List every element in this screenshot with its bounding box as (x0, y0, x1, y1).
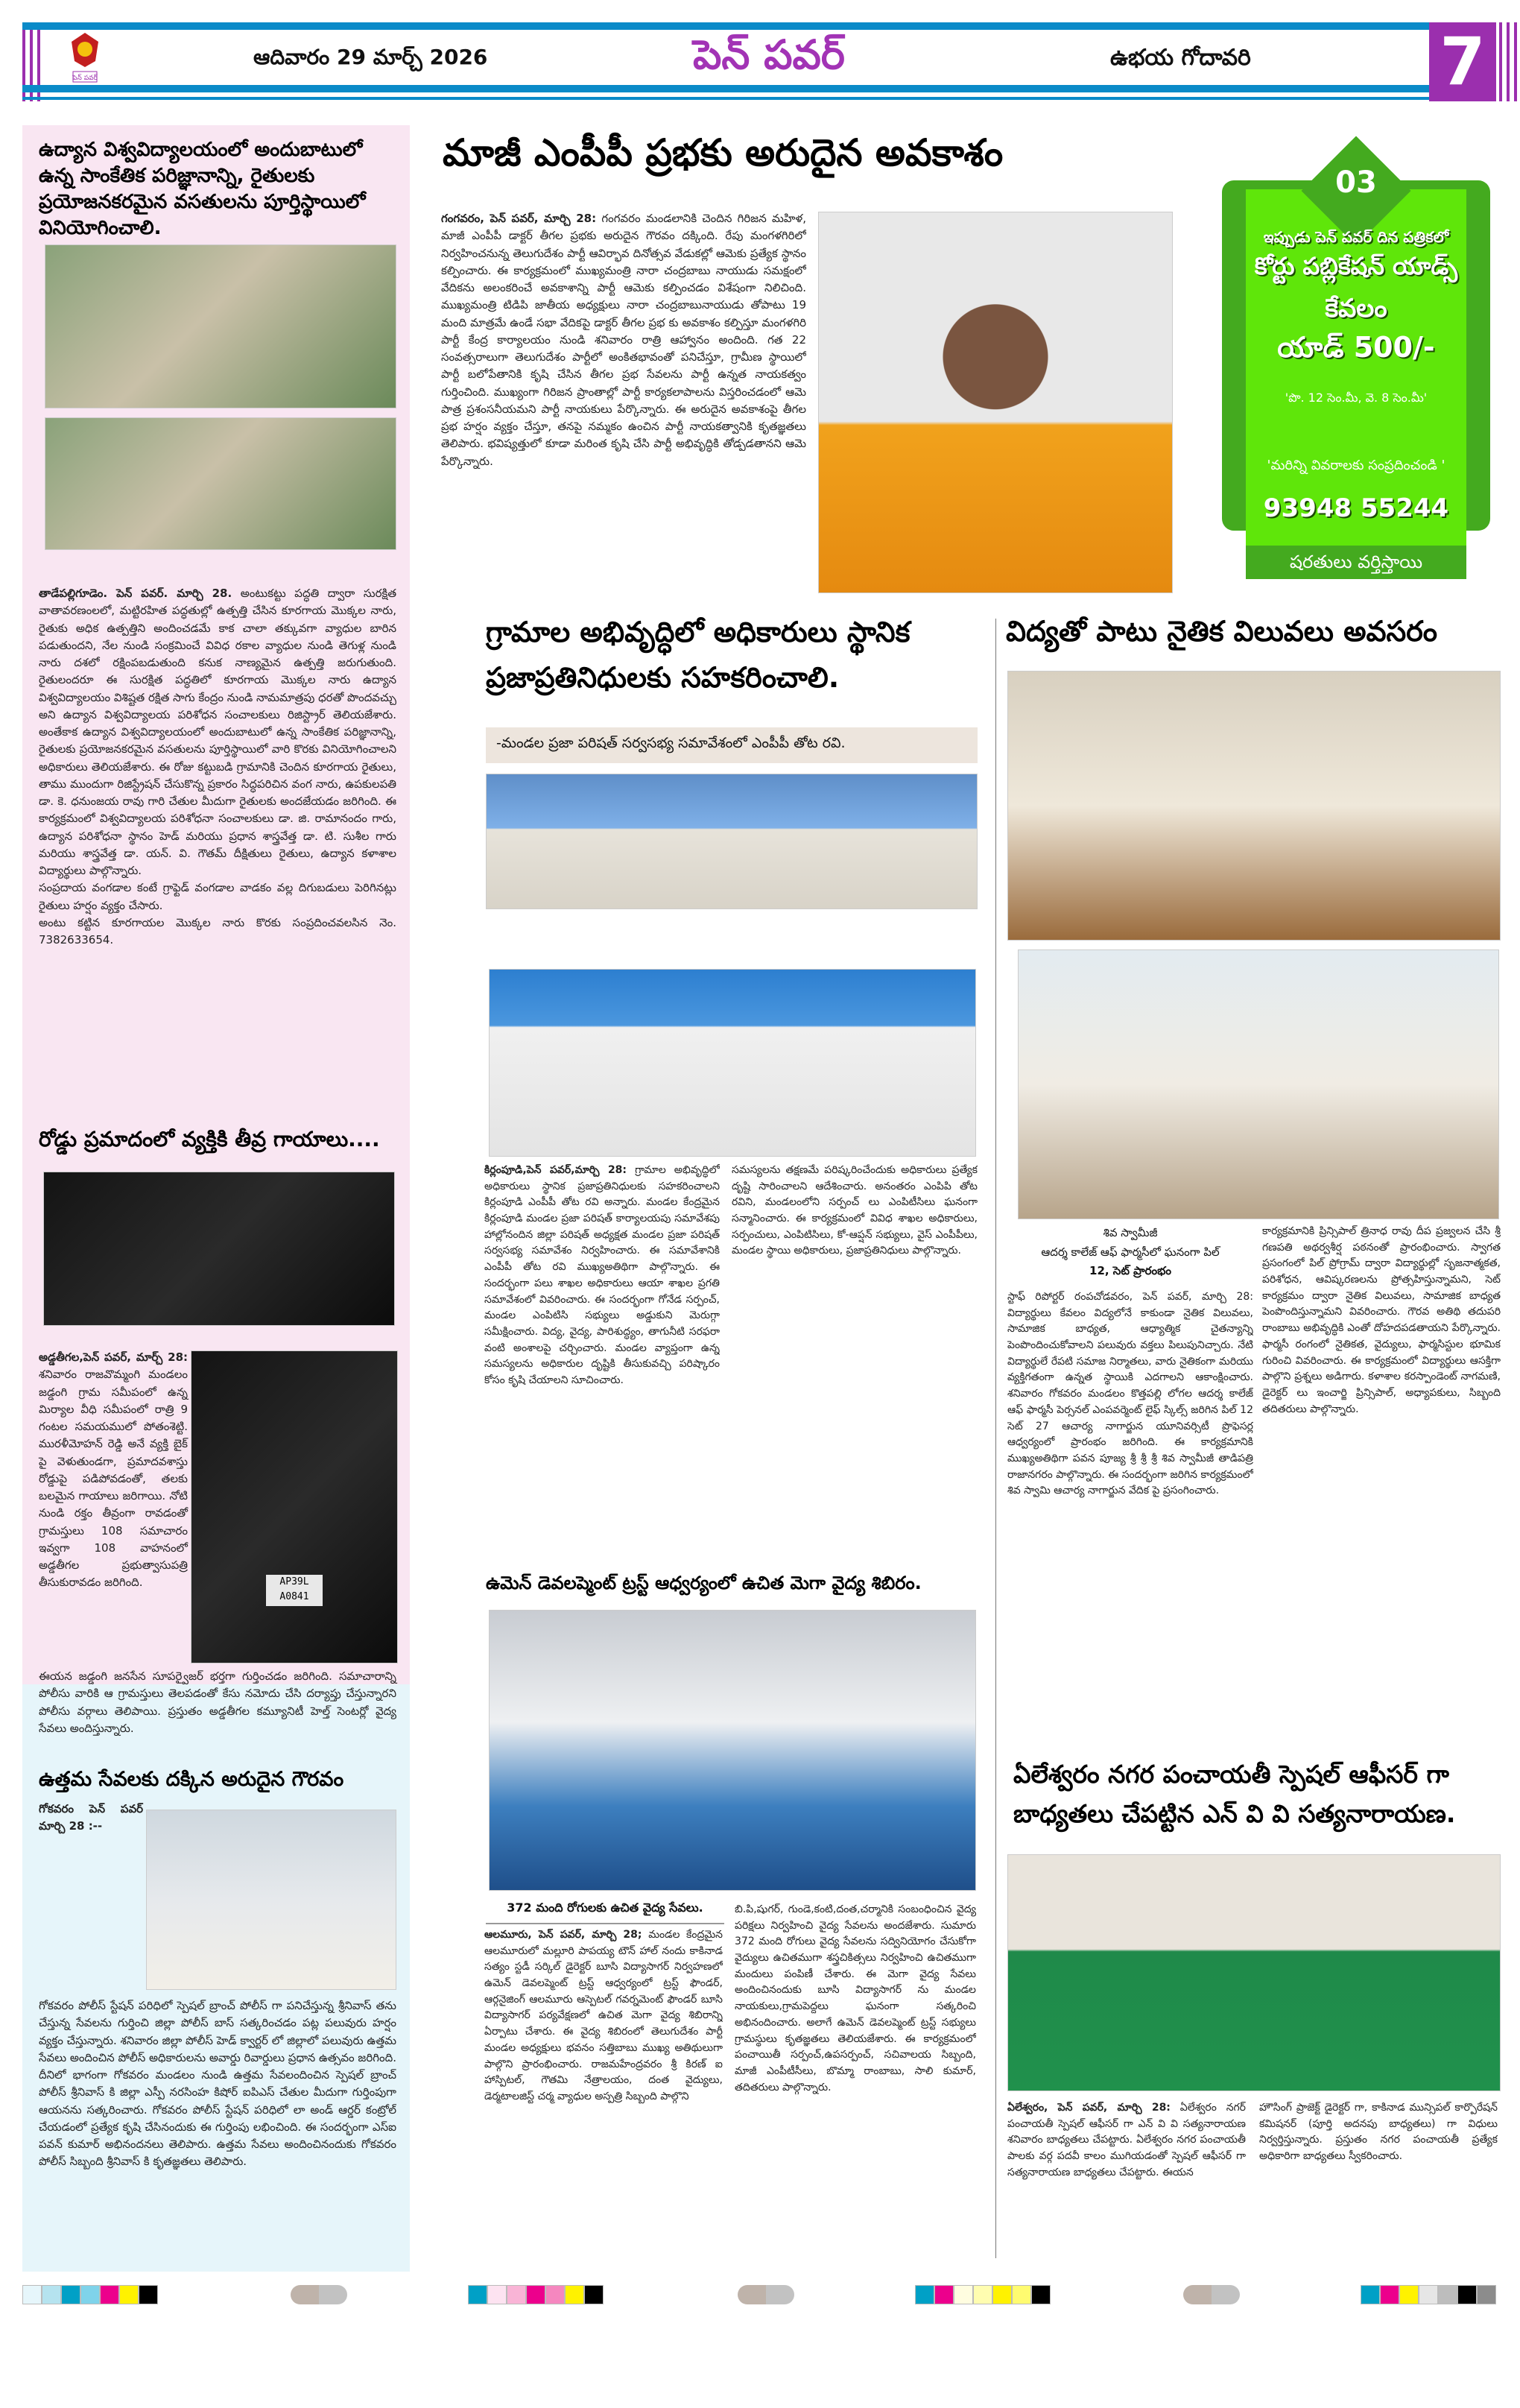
color-swatch (119, 2285, 139, 2304)
story-body (1007, 2100, 1246, 2181)
color-swatch (973, 2285, 992, 2304)
dateline: తాడేపల్లిగూడెం. పెన్ పవర్. మార్చి 28. (39, 587, 232, 600)
body-text: అంటుకట్టు పద్ధతి ద్వారా సురక్షిత వాతావరణంలలో, మట్టిరహిత పద్ధతుల్లో ఉత్పత్తి చేసిన కూరగాయ మొక్కల నారు, రైతుకు అధిక ఉత్పత్తిని అందించడమే కాక చాలా తక్కువగా వ్యాధుల బారిన పడుతుందని, నేల నుండి సంక్రమించే వివిధ రకాల వ్యాధుల నుండి తెగుళ్ల నుండి నారు దశలో రక్షింపబడుతుంది కనుక నాణ్యమైన ఉత్పత్తి జరుగుతుంది. రైతులందరూ ఈ సురక్షిత పద్ధతిలో కూరగాయ మొక్కల నారు ఉద్యాన విశ్వవిద్యాలయం విశిష్టత రక్షిత సాగు కేంద్రం నుండి నామమాత్రపు ధరతో పొందవచ్చు అని ఉద్యాన విశ్వవిద్యాలయ పరిశోధన సంచాలకులు రిజిస్ట్రార్ తెలియజేశారు. అంతేకాక ఉద్యాన విశ్వవిద్యాలయంలో అందుబాటులో ఉన్న సాంకేతిక పరిజ్ఞానాన్ని, రైతులకు ప్రయోజనకరమైన వసతులను పూర్తిస్థాయిలో వారి కొరకు వినియోగించాలని అధికారులు తెలియజేశారు. ఈ రోజు కట్టుబడి గ్రామానికి చెందిన కూరగాయ రైతులు, తాము ముందుగా రిజిస్ట్రేషన్ చేసుకొన్న ప్రకారం సిద్ధపరిచిన వంగ నారు, ఉపకులపతి డా. కె. ధనుంజయ రావు గారి చేతుల మీదుగా రైతులకు అందజేయడం జరిగింది. ఈ కార్యక్రమంలో విశ్వవిద్యాలయ పరిశోధనా సంచాలకులు డా. జి. రామానందం గారు, ఉద్యాన పరిశోధనా స్థానం హెడ్ మరియు ప్రధాన శాస్త్రవేత్త డా. టి. సుశీల గారు మరియు శాస్త్రవేత్త డా. యన్. వి. గౌతమ్ దీక్షితులు రైతులు, ఉద్యాన కళాశాల విద్యార్థులు పాల్గొన్నారు. (39, 587, 396, 877)
caption-subhead: ఆదర్శ కాలేజ్ ఆఫ్ ఫార్మసీలో ఘనంగా పిల్ (1041, 1245, 1220, 1259)
color-swatch (992, 2285, 1012, 2304)
color-swatch (1361, 2285, 1380, 2304)
ad-number: 03 (1335, 165, 1377, 200)
color-swatch (954, 2285, 973, 2304)
masthead-rule (1507, 22, 1510, 101)
masthead-top-bar (22, 22, 1429, 30)
dateline: ఏలేశ్వరం, పెన్ పవర్, మార్చి 28: (1007, 2102, 1171, 2114)
edition-region: ఉభయ గోదావరి (1110, 45, 1251, 71)
color-swatch (545, 2285, 565, 2304)
newspaper-logo (69, 31, 101, 91)
ribbon-cutting-photo (489, 1610, 976, 1891)
registration-oval (738, 2285, 794, 2304)
color-swatch (1380, 2285, 1399, 2304)
subhead: 372 మంది రోగులకు ఉచిత వైద్య సేవలు. (507, 1900, 703, 1915)
greenhouse-group-photo (45, 244, 396, 408)
masthead (22, 22, 1498, 101)
seedling-tray-handover-photo (45, 417, 396, 550)
column-divider (995, 619, 996, 2258)
color-registration-bar (1361, 2285, 1496, 2304)
story-headline: ఉద్యాన విశ్వవిద్యాలయంలో అందుబాటులో ఉన్న సాంకేతిక పరిజ్ఞానాన్ని, రైతులకు ప్రయోజనకరమైన వసతులను పూర్తిస్థాయిలో వినియోగించాలి. (39, 139, 366, 240)
color-swatch (934, 2285, 954, 2304)
masthead-bottom-thin-bar (22, 97, 1429, 100)
body-text: కార్యక్రమానికి ప్రిన్సిపాల్ త్రినాధ రావు దీప ప్రజ్వలన చేసి శ్రీ గణపతి అథర్వశీర్ష పఠనంతో ప్రారంభించారు. స్వాగత ప్రసంగంలో పిల్ ప్రోగ్రామ్ ద్వారా విద్యార్థుల్లో సృజనాత్మకత, పరిశోధన, ఆవిష్కరణలను ప్రోత్సహిస్తున్నామని, సెట్ కార్యక్రమం ద్వారా నైతిక విలువలు, సామాజిక బాధ్యత పెంపొందిస్తున్నామని వివరించారు. గౌరవ అతిథి తదుపరి రాంబాబు అభివృద్ధికి ఎంతో దోహదపడతాయని పేర్కొన్నారు. ఫార్మసీ రంగంలో నైతికత, వైద్యులు, ఫార్మసిస్టుల భూమిక గురించి వివరించారు. ఈ కార్యక్రమంలో విద్యార్థులు ఆసక్తిగా పాల్గొని ప్రశ్నలు అడిగారు. కళాశాల కరస్పాండెంట్ నాగమణి, డైరెక్టర్ లు ఇంచార్జి ప్రిన్సిపాల్, అధ్యాపకులు, సిబ్బంది తదితరులు పాల్గొన్నారు. (1262, 1225, 1501, 1415)
main-story-body (441, 210, 806, 470)
dateline: గంగవరం, పెన్ పవర్, మార్చి 28: (441, 212, 597, 225)
body-text: గ్రామాల అభివృద్ధిలో అధికారులు స్థానిక ప్రజాప్రతినిధులకు సహకరించాలని కిర్లంపూడి ఎంపీపీ తోట రవి అన్నారు. మండల కేంద్రమైన కిర్లంపూడి మండల ప్రజా పరిషత్ కార్యాలయపు సమావేశపు హాల్లోనందిన జిల్లా పరిషత్ అధ్యక్షత మండల ప్రజా పరిషత్ సర్వసభ్య సమావేశం నిర్వహించారు. ఈ సమావేశానికి ఎంపీపీ తోట రవి ముఖ్యఅతిథిగా పాల్గొన్నారు. ఈ సందర్భంగా పలు శాఖల అధికారులు ఆయా శాఖల ప్రగతి సమావేశంలో వివరించారు. ఈ సందర్భంగా గోనేడ సర్పంచ్, మండల ఎంపిటిసి సభ్యులు అడ్డుకుని మెరుగ్గా సమీక్షించారు. విద్య, వైద్య, పారిశుద్ధ్యం, తాగునీటి సరఫరా వంటి అంశాలపై చర్చించారు. మండల వ్యాప్తంగా ఉన్న సమస్యలను అధికారుల దృష్టికి తీసుకువచ్చి పరిష్కారం కోసం కృషి చేయాలని సూచించారు. (484, 1164, 720, 1386)
dateline: ఆలమూరు, పెన్ పవర్, మార్చి 28; (484, 1929, 642, 1941)
body-text: గోకవరం పోలీస్ స్టేషన్ పరిధిలో స్పెషల్ బ్రాంచ్ పోలీస్ గా పనిచేస్తున్న శ్రీనివాస్ తను చేస్తున్న సేవలను గుర్తించి జిల్లా పోలీస్ బాస్ సత్కరించడం పట్ల పలువురు హర్షం వ్యక్తం చేస్తున్నారు. శనివారం జిల్లా పోలీస్ హెడ్ క్వార్టర్ లో జిల్లాలో పలువురు ఉత్తమ సేవలు అందించిన పోలీస్ అధికారులను అవార్డు రివార్డులు ప్రధాన ఉత్సవం జరిగింది. దీనిలో భాగంగా గోకవరం మండలం నుండి ఉత్తమ సేవలందించిన స్పెషల్ బ్రాంచ్ పోలీస్ శ్రీనివాస్ కి జిల్లా ఎస్పీ నరసింహ కిషోర్ ఐపిఎస్ చేతుల మీదుగా గుర్తింపుగా ఆయనను సత్కరించారు. గోకవరం పోలీస్ స్టేషన్ పరిధిలో లా అండ్ ఆర్డర్ కంట్రోల్ చేయడంలో ప్రత్యేక కృషి చేసినందుకు ఈ గుర్తింపు లభించింది. ఈ సందర్భంగా ఎస్ఐ పవన్ కుమార్ అభినందనలు తెలిపారు. ఉత్తమ సేవలు అందించినందుకు గోకవరం పోలీస్ సిబ్బంది శ్రీనివాస్ కి కృతజ్ఞతలు తెలిపారు. (39, 1999, 396, 2169)
college-ribbon-photo (1007, 671, 1501, 941)
story-body (484, 1927, 723, 2105)
story-headline: గ్రామాల అభివృద్ధిలో అధికారులు స్థానిక ప్రజాప్రతినిధులకు సహకరించాలి. (486, 616, 911, 694)
ad-line: కేవలం (1325, 294, 1387, 323)
caption-subhead: 12, సెట్ ప్రారంభం (1089, 1264, 1171, 1277)
story-body (39, 1349, 188, 1592)
photo-caption (1007, 1224, 1253, 1281)
body-text: ఈయన జడ్డంగి జనసేన సూపర్వైజర్ భర్తగా గుర్తించడం జరిగింది. సమాచారాన్ని పోలీసు వారికి ఆ గ్రామస్తులు తెలపడంతో కేసు నమోదు చేసి దర్యాప్తు చేస్తున్నారని పోలీసు వర్గాలు తెలిపాయి. ప్రస్తుతం అడ్డతీగల కమ్యూనిటీ హెల్త్ సెంటర్లో వైద్య సేవలు అందిస్తున్నారు. (39, 1669, 396, 1735)
subhead-text: -మండల ప్రజా పరిషత్ సర్వసభ్య సమావేశంలో ఎంపీపీ తోట రవి. (496, 735, 846, 751)
story-headline: రోడ్డు ప్రమాదంలో వ్యక్తికి తీవ్ర గాయాలు.... (39, 1127, 380, 1151)
story-headline: విద్యతో పాటు నైతిక విలువలు అవసరం (1006, 615, 1437, 648)
body-text: గంగవరం మండలానికి చెందిన గిరిజన మహిళ, మాజీ ఎంపీపీ డాక్టర్ తీగల ప్రభకు అరుదైన గౌరవం దక్కింది. రేపు మంగళగిరిలో నిర్వహించనున్న తెలుగుదేశం పార్టీ ఆవిర్భావ దినోత్సవ వేడుకల్లో ఆమెకు ప్రత్యేక స్థానం కల్పించారు. ఈ కార్యక్రమంలో ముఖ్యమంత్రి నారా చంద్రబాబు నాయుడు సమక్షంలో వేదికను అలంకరించే అవకాశాన్ని పార్టీ ఆమెకు కల్పించడం విశేషంగా నిలిచింది. ముఖ్యమంత్రి టిడిపి జాతీయ అధ్యక్షులు నారా చంద్రబాబునాయుడు తోపాటు 19 మంది మాత్రమే ఉండే సభా వేదికపై డాక్టర్ తీగల ప్రభ కు అవకాశం కల్పిస్తూ మంగళగిరి పార్టీ కేంద్ర కార్యాలయం నుండి శనివారం రాత్రి ఆహ్వానం అందింది. గత 22 సంవత్సరాలుగా తెలుగుదేశం పార్టీలో అంకితభావంతో పనిచేస్తూ, గ్రామీణ స్థాయిలో పార్టీ బలోపేతానికి కృషి చేసిన తీగల ప్రభ సేవలను పార్టీ ఉన్నత నాయకత్వం గుర్తించింది. ముఖ్యంగా గిరిజన ప్రాంతాల్లో పార్టీ కార్యకలాపాలను విస్తరించడంలో ఆమె పాత్ర ప్రశంసనీయమని పార్టీ నాయకులు పేర్కొన్నారు. ఈ అరుదైన అవకాశంపై తీగల ప్రభ హర్షం వ్యక్తం చేస్తూ, తనపై నమ్మకం ఉంచిన పార్టీ నాయకత్వానికి కృతజ్ఞతలు తెలిపారు. భవిష్యత్తులో కూడా మరింత కృషి చేసి పార్టీ అభివృద్ధికి తోడ్పడతానని ఆమె పేర్కొన్నారు. (441, 212, 806, 468)
color-swatch (42, 2285, 61, 2304)
ad-phone: 93948 55244 (1263, 493, 1449, 523)
main-headline: మాజీ ఎంపీపీ ప్రభకు అరుదైన అవకాశం (443, 131, 1004, 174)
newspaper-title: పెన్ పవర్ (693, 31, 845, 78)
color-registration-bar (22, 2285, 158, 2304)
body-text: మండల కేంద్రమైన ఆలమూరులో మల్లూరి పాపయ్య టౌన్ హాల్ నందు కాకినాడ సత్యం స్టడీ సర్కిల్ డైరెక్టర్ బూసి విద్యాసాగర్ నిర్వహణలో ఉమెన్ డెవలప్మెంట్ ట్రస్ట్ ఆధ్వర్యంలో ట్రస్ట్ ఫౌండర్, ఆర్గనైజింగ్ ఆలమూరు ఆస్పెటల్ గవర్నమెంట్ ఫౌండర్ బూసి విద్యాసాగర్ పర్యవేక్షణలో ఉచిత మెగా వైద్య శిబిరాన్ని ఏర్పాటు చేశారు. ఈ వైద్య శిబిరంలో తెలుగుదేశం పార్టీ మండల అధ్యక్షులు భవనం సత్తిబాబు ముఖ్య అతిథులుగా పాల్గొని ప్రారంభించారు. రాజమహేంద్రవరం శ్రీ కిరణ్ ఐ హాస్పిటల్, గౌతమి నేత్రాలయం, దంత వైద్యులు, డెర్మటాలజిస్ట్ చర్మ వ్యాధుల అస్పత్రి సిబ్బంది పాల్గొని (484, 1929, 723, 2102)
number-plate: AP39L A0841 (266, 1575, 323, 1606)
issue-date: ఆదివారం 29 మార్చ్ 2026 (253, 45, 488, 69)
award-presentation-photo (146, 1810, 396, 1990)
ad-contact-prompt: 'మరిన్ని వివరాలకు సంప్రదించండి ' (1267, 458, 1445, 473)
dateline: స్టాఫ్ రిపోర్టర్ రంపచోడవరం, పెన్ పవర్, మార్చి 28: (1007, 1291, 1253, 1303)
dateline: గోకవరం పెన్ పవర్ మార్చి 28 :-- (39, 1802, 143, 1833)
color-swatch (139, 2285, 158, 2304)
story-body (39, 585, 396, 949)
color-swatch (22, 2285, 42, 2304)
story-headline: ఉమెన్ డెవలప్మెంట్ ట్రస్ట్ ఆధ్వర్యంలో ఉచిత మెగా వైద్య శిబిరం. (486, 1573, 922, 1593)
body-text: సంప్రదాయ వంగడాల కంటే గ్రాఫ్టెడ్ వంగడాల వాడకం వల్ల దిగుబడులు పెరిగినట్లు రైతులు హర్షం వ్యక్తం చేసారు. (39, 881, 396, 912)
color-registration-bar (915, 2285, 1051, 2304)
masthead-rule (1499, 22, 1502, 101)
story-body (39, 1801, 143, 1836)
ad-price: యాడ్ 500/- (1277, 331, 1435, 364)
court-publication-ad (1222, 165, 1490, 579)
color-swatch (1012, 2285, 1031, 2304)
color-registration-bar (468, 2285, 604, 2304)
registration-oval (1183, 2285, 1240, 2304)
body-text: అంటు కట్టిన కూరగాయల మొక్కల నారు కొరకు సంప్రదించవలసిన నెం. 7382633654. (39, 915, 396, 947)
color-swatch (1477, 2285, 1496, 2304)
divider (486, 1923, 724, 1924)
logo-text: పెన్ పవర్ (72, 75, 98, 82)
ad-terms: షరతులు వర్తిస్తాయి (1246, 546, 1466, 579)
masthead-rule (1514, 22, 1517, 101)
dateline: అడ్డతీగల,పెన్ పవర్, మార్చ్ 28: (39, 1350, 188, 1364)
color-swatch (1438, 2285, 1457, 2304)
injured-man-on-road-photo (43, 1172, 395, 1326)
color-swatch (80, 2285, 100, 2304)
color-swatch (526, 2285, 545, 2304)
body-text: సమస్యలను తక్షణమే పరిష్కరించేందుకు అధికారులు ప్రత్యేక దృష్టి సారించాలని ఆదేశించారు. అనంతరం ఎంపిపి తోట రవిని, మండలంలోని సర్పంచ్ లు ఎంపిటీసిలు ఘనంగా సన్మానించారు. ఈ కార్యక్రమంలో వివిధ శాఖల అధికారులు, సర్పంచులు, ఎంపిటిసిలు, కో-ఆప్షన్ సభ్యులు, వైస్ ఎంపీపీలు, మండల స్థాయి అధికారులు, ప్రజాప్రతినిధులు పాల్గొన్నారు. (732, 1164, 978, 1257)
story-headline: ఉత్తమ సేవలకు దక్కిన అరుదైన గౌరవం (39, 1768, 344, 1791)
portrait-of-teegala-prabha (818, 212, 1173, 593)
swamiji-speech-photo (1018, 949, 1499, 1219)
page-number: 7 (1429, 22, 1496, 101)
color-swatch (915, 2285, 934, 2304)
meeting-stage-photo (486, 774, 978, 909)
color-swatch (487, 2285, 507, 2304)
dateline: కిర్లంపూడి,పెన్ పవర్,మార్చి 28: (484, 1164, 627, 1176)
officer-at-desk-photo (1007, 1854, 1501, 2091)
color-swatch (584, 2285, 604, 2304)
color-swatch (468, 2285, 487, 2304)
body-text: బి.పి,షుగర్, గుండె,కంటి,దంత,చర్మానికి సంబంధించిన వైద్య పరిక్షలు నిర్వహించి వైద్య సేవలను అందజేశారు. సుమారు 372 మంది రోగులు వైద్య సేవలను సద్వినియోగం చేసుకోగా వైద్యులు ఉచితముగా శస్త్రచికిత్సలు నిర్వహించి ఉచితముగా మందులు పంపిణీ చేశారు. ఈ మెగా వైద్య సేవలు అందించినందుకు బూసి విద్యాసాగర్ ను మండల నాయకులు,గ్రామపెద్దలు ఘనంగా సత్కరించి అభినందించారు. అలాగే ఉమెన్ డెవలప్మెంట్ ట్రస్ట్ సభ్యులు గ్రామస్థులు కృతజ్ఞతలు తెలియజేశారు. ఈ కార్యక్రమంలో పంచాయితీ సర్పంచ్,ఉపసర్పంచ్, సచివాలయ సిబ్బంది, మాజీ ఎంపీటీసీలు, బొమ్మా రాంబాబు, సాలి కుమార్, తదితరులు పాల్గొన్నారు. (735, 1903, 976, 2093)
caption-name: శివ స్వామీజీ (1103, 1226, 1158, 1239)
story-body (1007, 1289, 1253, 1500)
color-swatch (61, 2285, 80, 2304)
color-swatch (100, 2285, 119, 2304)
color-swatch (507, 2285, 526, 2304)
body-text: హౌసింగ్ ప్రాజెక్ట్ డైరెక్టర్ గా, కాకినాడ మున్సిపల్ కార్పొరేషన్ కమిషనర్ (పూర్తి అదనపు బాధ్యతలు) గా విధులు నిర్వర్తిస్తున్నారు. ప్రస్తుతం నగర పంచాయతీ ప్రత్యేక అధికారిగా బాధ్యతలు స్వీకరించారు. (1259, 2102, 1498, 2163)
registration-oval (291, 2285, 347, 2304)
story-body (484, 1163, 720, 1389)
story-headline: ఏలేశ్వరం నగర పంచాయతీ స్పెషల్ ఆఫీసర్ గా బాధ్యతలు చేపట్టిన ఎన్ వి వి సత్యనారాయణ. (1013, 1760, 1456, 1828)
felicitation-photo (489, 969, 976, 1157)
color-swatch (1031, 2285, 1051, 2304)
color-swatch (1457, 2285, 1477, 2304)
body-text: శనివారం రాజవొమ్మంగి మండలం జడ్డంగి గ్రామ సమీపంలో ఉన్న మిర్యాల వీధి సమీపంలో రాత్రి 9 గంటల సమయములో పోతంశెట్టి. మురళీమోహన్ రెడ్డి అనే వ్యక్తి బైక్ పై వెళుతుండగా, ప్రమాదవశాస్తు రోడ్డుపై పడిపోవడంతో, తలకు బలమైన గాయాలు జరిగాయి. నోటి నుండి రక్తం తీవ్రంగా రావడంతో గ్రామస్తులు 108 సమాచారం ఇవ్వగా 108 వాహనంలో అడ్డతీగల ప్రభుత్వాసుపత్రి తీసుకురావడం జరిగింది. (39, 1368, 188, 1590)
ad-size: 'పొ. 12 సెం.మీ, వె. 8 సెం.మీ' (1285, 391, 1428, 405)
color-swatch (1419, 2285, 1438, 2304)
subhead-box (486, 727, 978, 763)
color-swatch (1399, 2285, 1419, 2304)
ad-line: కోర్టు పబ్లికేషన్ యాడ్స్ (1254, 252, 1458, 280)
body-text: విద్యార్థులు కేవలం విద్యలోనే కాకుండా నైతిక విలువలు, సామాజిక బాధ్యత, ఆధ్యాత్మిక చైతన్యాన్ని పెంపొందించుకోవాలని పలువురు వక్తలు పిలుపునిచ్చారు. నేటి విద్యార్థులే రేపటి సమాజ నిర్మాతలు, వారు నైతికంగా మరియు వ్యక్తిగతంగా ఉన్నత స్థాయికి ఎదగాలని ఆకాంక్షించారు. శనివారం గోకవరం మండలం కొత్తపల్లి లోగల ఆదర్శ కాలేజ్ ఆఫ్ ఫార్మసీ పెర్సనల్ ఎంపవర్మెంట్ లైఫ్ స్కిల్స్ జరిగిన పిల్ 12 సెట్ 27 ఆచార్య నాగార్జున యూనివర్సిటీ ప్రొఫెసర్ల ఆధ్వర్యంలో ప్రారంభం జరిగింది. ఈ కార్యక్రమానికి ముఖ్యఅతిథిగా పవన పూజ్య శ్రీ శ్రీ శ్రీ శివ స్వామీజీ తాడిపత్రి రాజానగరం పాల్గొన్నారు. ఈ సందర్భంగా జరిగిన కార్యక్రమంలో శివ స్వామి ఆచార్య నాగార్జున వేదిక పై ప్రసంగించారు. (1007, 1306, 1253, 1497)
ad-line: ఇప్పుడు పెన్ పవర్ దిన పత్రికలో (1263, 228, 1449, 246)
scooter-number-plate-photo (191, 1350, 398, 1663)
body-text: ఏలేశ్వరం నగర్ పంచాయతీ స్పెషల్ ఆఫీసర్ గా ఎన్ వి వి సత్యనారాయణ శనివారం బాధ్యతలు చేపట్టారు. ఏలేశ్వరం నగర పంచాయతీ పాలకు వర్గ పదవీ కాలం ముగియడంతో స్పెషల్ ఆఫీసర్ గా సత్యనారాయణ బాధ్యతలు చేపట్టారు. ఈయన (1007, 2102, 1246, 2178)
color-swatch (565, 2285, 584, 2304)
